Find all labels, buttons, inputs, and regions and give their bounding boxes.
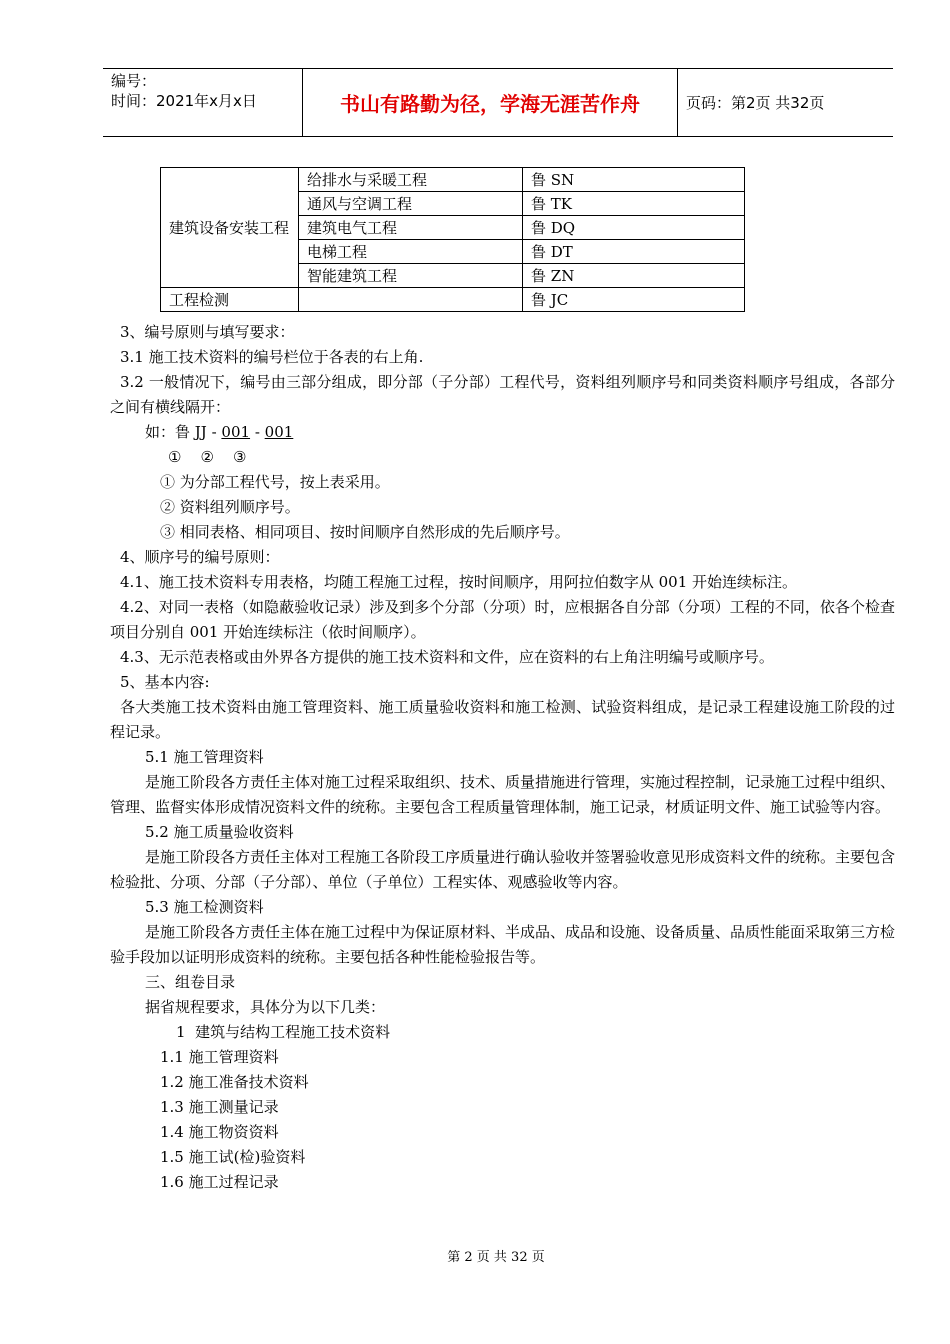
- row-name: 电梯工程: [299, 240, 523, 264]
- list-item: 1.3 施工测量记录: [160, 1098, 279, 1116]
- section-5-3-text: 是施工阶段各方责任主体在施工过程中为保证原材料、半成品、成品和设施、设备质量、品质性能面采取第三方检验手段加以证明形成资料的统称。主要包括各种性能检验报告等。: [110, 923, 896, 966]
- example-prefix: 如：鲁 JJ -: [145, 423, 222, 441]
- example-part3: 001: [264, 423, 294, 441]
- example-circles: ① ② ③: [168, 448, 247, 466]
- list-item: 1.1 施工管理资料: [160, 1048, 279, 1066]
- group-cell: [161, 168, 299, 288]
- last-row-label: 工程检测: [161, 288, 299, 312]
- section-3-1: 3.1 施工技术资料的编号栏位于各表的右上角.: [120, 348, 424, 366]
- section-4-1: 4.1、施工技术资料专用表格，均随工程施工过程，按时间顺序，用阿拉伯数字从 001 开始连续标注。: [120, 573, 798, 591]
- table-row: [161, 288, 745, 312]
- note-3: ③ 相同表格、相同项目、按时间顺序自然形成的先后顺序号。: [160, 523, 570, 541]
- row-code: 鲁 DQ: [523, 216, 745, 240]
- time-label: 时间：2021年x月x日: [111, 92, 257, 110]
- section-4-3: 4.3、无示范表格或由外界各方提供的施工技术资料和文件，应在资料的右上角注明编号或顺序号。: [120, 648, 774, 666]
- code-table: [160, 167, 745, 312]
- body-content: [110, 320, 895, 1195]
- section-3-title: 3、编号原则与填写要求：: [120, 323, 295, 341]
- example-line: [110, 420, 895, 445]
- number-label: 编号：: [111, 72, 157, 90]
- example-sep: -: [250, 423, 265, 441]
- example-part2: 001: [221, 423, 251, 441]
- header-page-label: 页码：第2页 共32页: [686, 94, 825, 112]
- section-5-1-text: 是施工阶段各方责任主体对施工过程采取组织、技术、质量措施进行管理，实施过程控制，记录施工过程中组织、管理、监督实体形成情况资料文件的统称。主要包含工程质量管理体制，施工记录，材质证明文件、施工试验等内容。: [110, 773, 896, 816]
- row-name: 通风与空调工程: [299, 192, 523, 216]
- page-footer: 第 2 页 共 32 页: [447, 1250, 545, 1265]
- list-item: 1.5 施工试(检)验资料: [160, 1148, 306, 1166]
- row-code: 鲁 SN: [523, 168, 745, 192]
- section-5-2-text: 是施工阶段各方责任主体对工程施工各阶段工序质量进行确认验收并签署验收意见形成资料文件的统称。主要包含检验批、分项、分部（子分部）、单位（子单位）工程实体、观感验收等内容。: [110, 848, 896, 891]
- section-three-title: 三、组卷目录: [145, 973, 236, 991]
- list-item: 1.6 施工过程记录: [160, 1173, 279, 1191]
- row-code: 鲁 DT: [523, 240, 745, 264]
- note-1: ① 为分部工程代号，按上表采用。: [160, 473, 390, 491]
- section-5-title: 5、基本内容:: [120, 673, 210, 691]
- row-code: 鲁 ZN: [523, 264, 745, 288]
- section-3-2: 3.2 一般情况下，编号由三部分组成，即分部（子分部）工程代号，资料组列顺序号和同类资料顺序号组成，各部分之间有横线隔开：: [110, 373, 895, 416]
- header-meta: [103, 69, 303, 136]
- row-name: 智能建筑工程: [299, 264, 523, 288]
- list-item: 1.2 施工准备技术资料: [160, 1073, 309, 1091]
- section-5-2-title: 5.2 施工质量验收资料: [145, 823, 294, 841]
- row-code: 鲁 TK: [523, 192, 745, 216]
- category-1: 1 建筑与结构工程施工技术资料: [176, 1023, 391, 1041]
- section-three-intro: 据省规程要求，具体分为以下几类：: [145, 998, 386, 1016]
- section-5-3-title: 5.3 施工检测资料: [145, 898, 264, 916]
- header-motto: 书山有路勤为径，学海无涯苦作舟: [303, 69, 678, 136]
- row-name: 建筑电气工程: [299, 216, 523, 240]
- list-item: 1.4 施工物资资料: [160, 1123, 279, 1141]
- group-label: 建筑设备安装工程: [169, 218, 290, 237]
- row-code: 鲁 JC: [523, 288, 745, 312]
- table-row: [161, 168, 745, 192]
- page-header: [103, 68, 893, 137]
- section-4-2: 4.2、对同一表格（如隐蔽验收记录）涉及到多个分部（分项）时，应根据各自分部（分项）工程的不同，依各个检查项目分别自 001 开始连续标注（依时间顺序）。: [110, 598, 895, 641]
- row-name: 给排水与采暖工程: [299, 168, 523, 192]
- note-2: ② 资料组列顺序号。: [160, 498, 300, 516]
- section-5-intro: 各大类施工技术资料由施工管理资料、施工质量验收资料和施工检测、试验资料组成，是记录工程建设施工阶段的过程记录。: [110, 698, 895, 741]
- section-4-title: 4、顺序号的编号原则：: [120, 548, 280, 566]
- section-5-1-title: 5.1 施工管理资料: [145, 748, 264, 766]
- row-name: [299, 288, 523, 312]
